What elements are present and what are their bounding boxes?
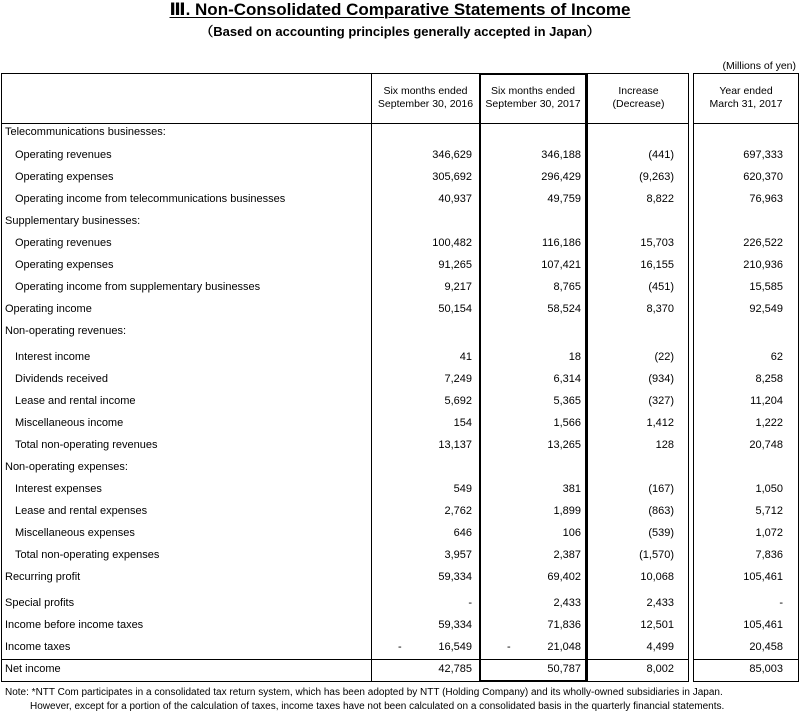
- row-label: Lease and rental expenses: [15, 505, 148, 517]
- table-row: [0, 210, 800, 232]
- value-six-months-2016: 59,334: [438, 619, 472, 631]
- table-row: [0, 121, 800, 143]
- value-increase-decrease: 8,002: [646, 663, 674, 675]
- value-increase-decrease: (9,263): [639, 171, 674, 183]
- value-six-months-2016: 154: [453, 417, 472, 429]
- value-six-months-2016: 346,629: [432, 149, 472, 161]
- table-row: [0, 298, 800, 320]
- value-increase-decrease: 8,370: [646, 303, 674, 315]
- value-year-ended-2017: 1,222: [755, 417, 783, 429]
- table-row: [0, 346, 800, 368]
- row-label: Income before income taxes: [5, 619, 144, 631]
- value-increase-decrease: (167): [648, 483, 674, 495]
- value-six-months-2017: 2,387: [553, 549, 581, 561]
- value-six-months-2016: 9,217: [444, 281, 472, 293]
- table-row: [0, 166, 800, 188]
- value-six-months-2017: 1,899: [553, 505, 581, 517]
- value-year-ended-2017: 76,963: [749, 193, 783, 205]
- row-label: Miscellaneous income: [15, 417, 124, 429]
- table-row: [0, 456, 800, 478]
- value-six-months-2016: 5,692: [444, 395, 472, 407]
- value-six-months-2016: 2,762: [444, 505, 472, 517]
- value-increase-decrease: (451): [648, 281, 674, 293]
- header-six-months-2017: Six months ended September 30, 2017: [485, 85, 581, 110]
- page-title: Ⅲ. Non-Consolidated Comparative Statements of Income: [169, 0, 631, 19]
- value-six-months-2017: 106: [562, 527, 581, 539]
- table-row: [0, 390, 800, 412]
- value-year-ended-2017: 210,936: [743, 259, 783, 271]
- value-increase-decrease: (539): [648, 527, 674, 539]
- value-six-months-2016: 50,154: [438, 303, 472, 315]
- value-year-ended-2017: 7,836: [755, 549, 783, 561]
- value-increase-decrease: 15,703: [640, 237, 674, 249]
- value-increase-decrease: (863): [648, 505, 674, 517]
- table-row: [0, 566, 800, 588]
- header-year-ended-2017: Year ended March 31, 2017: [709, 85, 783, 110]
- value-increase-decrease: (327): [648, 395, 674, 407]
- value-six-months-2016: 100,482: [432, 237, 472, 249]
- row-label: Operating expenses: [15, 171, 114, 183]
- row-label: Telecommunications businesses:: [5, 126, 166, 138]
- value-six-months-2016: 59,334: [438, 571, 472, 583]
- value-six-months-2016: 16,549: [438, 641, 472, 653]
- value-year-ended-2017: 105,461: [743, 571, 783, 583]
- value-six-months-2017: 381: [562, 483, 581, 495]
- value-six-months-2016: 41: [459, 351, 472, 363]
- value-six-months-2017: 69,402: [547, 571, 581, 583]
- row-label: Operating revenues: [15, 237, 112, 249]
- units-label: (Millions of yen): [722, 60, 796, 72]
- value-six-months-2017: 13,265: [547, 439, 581, 451]
- value-six-months-2017: 116,186: [542, 237, 581, 249]
- row-label: Special profits: [5, 597, 75, 609]
- value-year-ended-2017: 20,748: [749, 439, 783, 451]
- row-label: Non-operating expenses:: [5, 461, 128, 473]
- row-label: Lease and rental income: [15, 395, 136, 407]
- value-six-months-2016: 40,937: [438, 193, 472, 205]
- row-label: Supplementary businesses:: [5, 215, 141, 227]
- row-label: Operating income: [5, 303, 92, 315]
- value-year-ended-2017: 1,072: [755, 527, 783, 539]
- row-label: Miscellaneous expenses: [15, 527, 135, 539]
- value-six-months-2016: -: [468, 597, 472, 609]
- value-six-months-2016: 549: [453, 483, 472, 495]
- value-year-ended-2017: 15,585: [749, 281, 783, 293]
- value-six-months-2017: 107,421: [541, 259, 581, 271]
- value-six-months-2017: 49,759: [547, 193, 581, 205]
- table-row: [0, 522, 800, 544]
- value-year-ended-2017: 85,003: [749, 663, 783, 675]
- table-row: [0, 144, 800, 166]
- value-year-ended-2017: -: [779, 597, 783, 609]
- value-six-months-2016: 305,692: [432, 171, 472, 183]
- value-six-months-2017: 8,765: [553, 281, 581, 293]
- value-six-months-2017: 50,787: [547, 663, 581, 675]
- table-row: [0, 434, 800, 456]
- footnote-continued: However, except for a portion of the calculation of taxes, income taxes have not been calculated on a consolidated basis in the quarterly financial statements.: [30, 701, 725, 712]
- value-six-months-2017: 21,048: [547, 641, 581, 653]
- footnote: Note: *NTT Com participates in a consolidated tax return system, which has been adopted by NTT (Holding Company) and its wholly-owned subsidiaries in Japan.: [5, 687, 723, 698]
- value-year-ended-2017: 8,258: [755, 373, 783, 385]
- table-row: [0, 500, 800, 522]
- value-year-ended-2017: 5,712: [755, 505, 783, 517]
- value-year-ended-2017: 1,050: [755, 483, 783, 495]
- value-year-ended-2017: 697,333: [743, 149, 783, 161]
- row-label: Interest income: [15, 351, 91, 363]
- row-label: Operating revenues: [15, 149, 112, 161]
- table-row: [0, 478, 800, 500]
- value-increase-decrease: 8,822: [646, 193, 674, 205]
- value-year-ended-2017: 226,522: [743, 237, 783, 249]
- value-six-months-2016: 42,785: [438, 663, 472, 675]
- row-label: Interest expenses: [15, 483, 102, 495]
- value-six-months-2017: 18: [568, 351, 581, 363]
- value-increase-decrease: (1,570): [639, 549, 674, 561]
- value-six-months-2017: 58,524: [547, 303, 581, 315]
- table-row: [0, 544, 800, 566]
- value-increase-decrease: (934): [648, 373, 674, 385]
- row-label: Recurring profit: [5, 571, 81, 583]
- value-six-months-2017: 5,365: [553, 395, 581, 407]
- row-label: Total non-operating revenues: [15, 439, 158, 451]
- value-increase-decrease: 12,501: [640, 619, 674, 631]
- row-label: Operating expenses: [15, 259, 114, 271]
- value-increase-decrease: 16,155: [640, 259, 674, 271]
- dash-mark: -: [398, 641, 402, 653]
- row-label: Total non-operating expenses: [15, 549, 160, 561]
- value-six-months-2017: 71,836: [547, 619, 581, 631]
- row-label: Dividends received: [15, 373, 108, 385]
- table-row: [0, 636, 800, 658]
- value-increase-decrease: 128: [655, 439, 674, 451]
- value-increase-decrease: (22): [654, 351, 674, 363]
- row-label: Net income: [5, 663, 61, 675]
- value-six-months-2017: 2,433: [553, 597, 581, 609]
- value-year-ended-2017: 11,204: [750, 395, 783, 407]
- value-year-ended-2017: 62: [770, 351, 783, 363]
- header-six-months-2016: Six months ended September 30, 2016: [377, 85, 474, 110]
- table-row: [0, 276, 800, 298]
- value-six-months-2016: 3,957: [444, 549, 472, 561]
- table-row: [0, 188, 800, 210]
- value-six-months-2016: 91,265: [438, 259, 472, 271]
- table-row: [0, 658, 800, 680]
- row-label: Operating income from telecommunications businesses: [15, 193, 286, 205]
- value-increase-decrease: 2,433: [646, 597, 674, 609]
- row-label: Operating income from supplementary businesses: [15, 281, 261, 293]
- row-label: Non-operating revenues:: [5, 325, 127, 337]
- page-subtitle: （Based on accounting principles generally accepted in Japan）: [200, 24, 600, 39]
- value-six-months-2016: 646: [453, 527, 472, 539]
- value-increase-decrease: 1,412: [646, 417, 674, 429]
- value-six-months-2017: 296,429: [541, 171, 581, 183]
- table-row: [0, 412, 800, 434]
- value-six-months-2016: 13,137: [438, 439, 472, 451]
- value-increase-decrease: 10,068: [640, 571, 674, 583]
- value-six-months-2017: 6,314: [553, 373, 581, 385]
- table-row: [0, 254, 800, 276]
- value-six-months-2017: 1,566: [553, 417, 581, 429]
- value-six-months-2017: 346,188: [541, 149, 581, 161]
- table-row: [0, 320, 800, 342]
- value-six-months-2016: 7,249: [444, 373, 472, 385]
- table-row: [0, 592, 800, 614]
- value-year-ended-2017: 620,370: [743, 171, 783, 183]
- header-increase-decrease: Increase (Decrease): [612, 85, 665, 110]
- dash-mark: -: [507, 641, 511, 653]
- value-year-ended-2017: 92,549: [749, 303, 783, 315]
- value-increase-decrease: 4,499: [646, 641, 674, 653]
- value-increase-decrease: (441): [648, 149, 674, 161]
- table-row: [0, 232, 800, 254]
- table-row: [0, 368, 800, 390]
- value-year-ended-2017: 20,458: [749, 641, 783, 653]
- value-year-ended-2017: 105,461: [743, 619, 783, 631]
- row-label: Income taxes: [5, 641, 71, 653]
- table-row: [0, 614, 800, 636]
